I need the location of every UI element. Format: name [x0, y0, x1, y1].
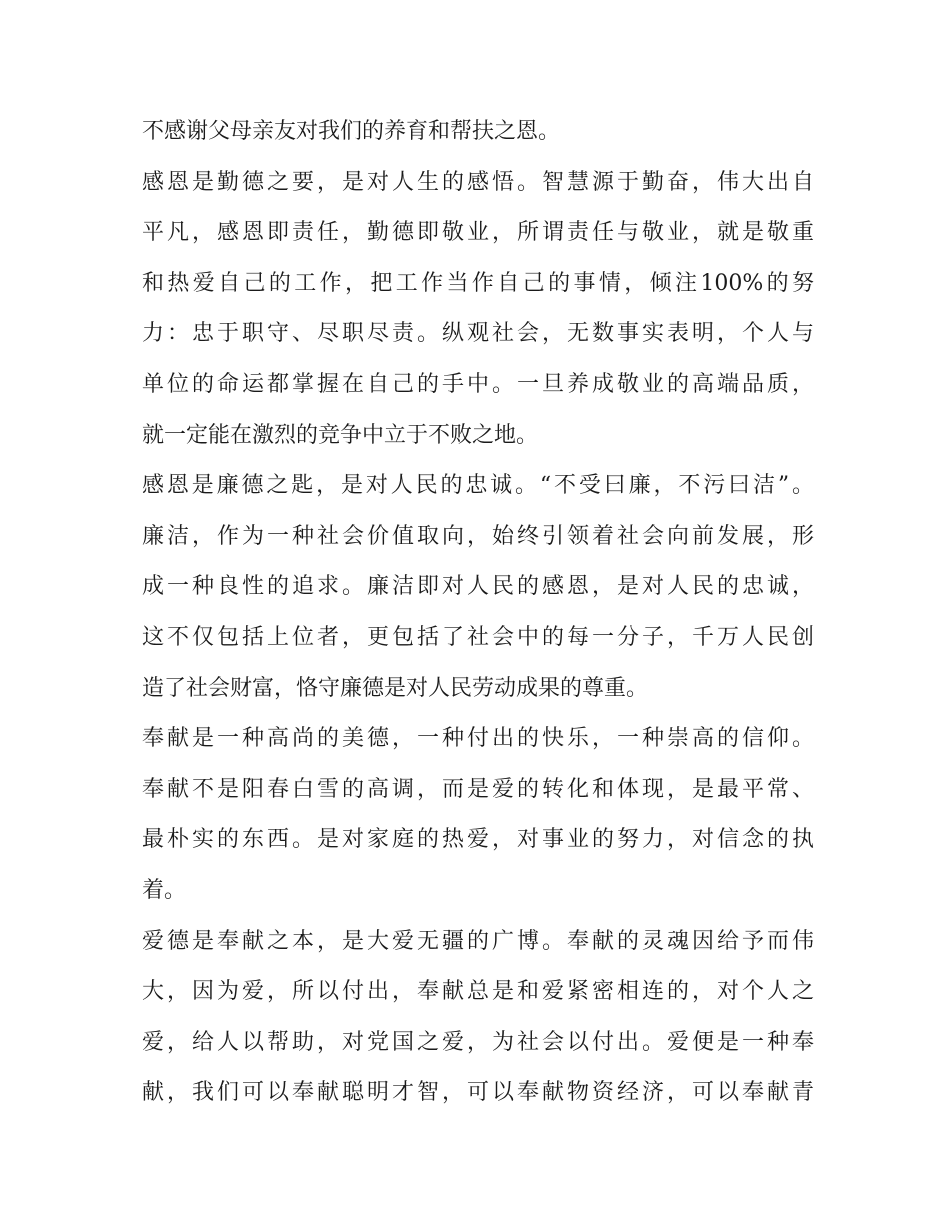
text-line: 感恩是廉德之匙，是对人民的忠诚。“不受曰廉，不污曰洁”。 [142, 473, 814, 499]
body-text [142, 107, 814, 1119]
text-line: 大，因为爱，所以付出，奉献总是和爱紧密相连的，对个人之 [142, 979, 814, 1005]
text-line: 造了社会财富，恪守廉德是对人民劳动成果的尊重。 [142, 675, 649, 701]
text-line: 感恩是勤德之要，是对人生的感悟。智慧源于勤奋，伟大出自 [142, 169, 814, 195]
text-line: 爱，给人以帮助，对党国之爱，为社会以付出。爱便是一种奉 [142, 1029, 814, 1055]
text-line: 单位的命运都掌握在自己的手中。一旦养成敬业的高端品质， [142, 371, 814, 397]
text-line: 着。 [142, 877, 187, 903]
text-line: 最朴实的东西。是对家庭的热爱，对事业的努力，对信念的执 [142, 827, 814, 853]
text-line: 奉献是一种高尚的美德，一种付出的快乐，一种崇高的信仰。 [142, 726, 814, 752]
text-line: 奉献不是阳春白雪的高调，而是爱的转化和体现，是最平常、 [142, 776, 814, 802]
text-line: 爱德是奉献之本，是大爱无疆的广博。奉献的灵魂因给予而伟 [142, 928, 814, 954]
text-line: 廉洁，作为一种社会价值取向，始终引领着社会向前发展，形 [142, 523, 814, 549]
text-line: 成一种良性的追求。廉洁即对人民的感恩，是对人民的忠诚， [142, 574, 814, 600]
text-line: 就一定能在激烈的竞争中立于不败之地。 [142, 422, 539, 448]
text-line: 献，我们可以奉献聪明才智，可以奉献物资经济，可以奉献青 [142, 1080, 814, 1106]
text-line: 平凡，感恩即责任，勤德即敬业，所谓责任与敬业，就是敬重 [142, 220, 814, 246]
text-line: 和热爱自己的工作，把工作当作自己的事情，倾注100%的努 [142, 270, 814, 296]
text-line: 力：忠于职守、尽职尽责。纵观社会，无数事实表明，个人与 [142, 321, 814, 347]
text-line: 这不仅包括上位者，更包括了社会中的每一分子，千万人民创 [142, 624, 814, 650]
text-line: 不感谢父母亲友对我们的养育和帮扶之恩。 [142, 119, 561, 144]
